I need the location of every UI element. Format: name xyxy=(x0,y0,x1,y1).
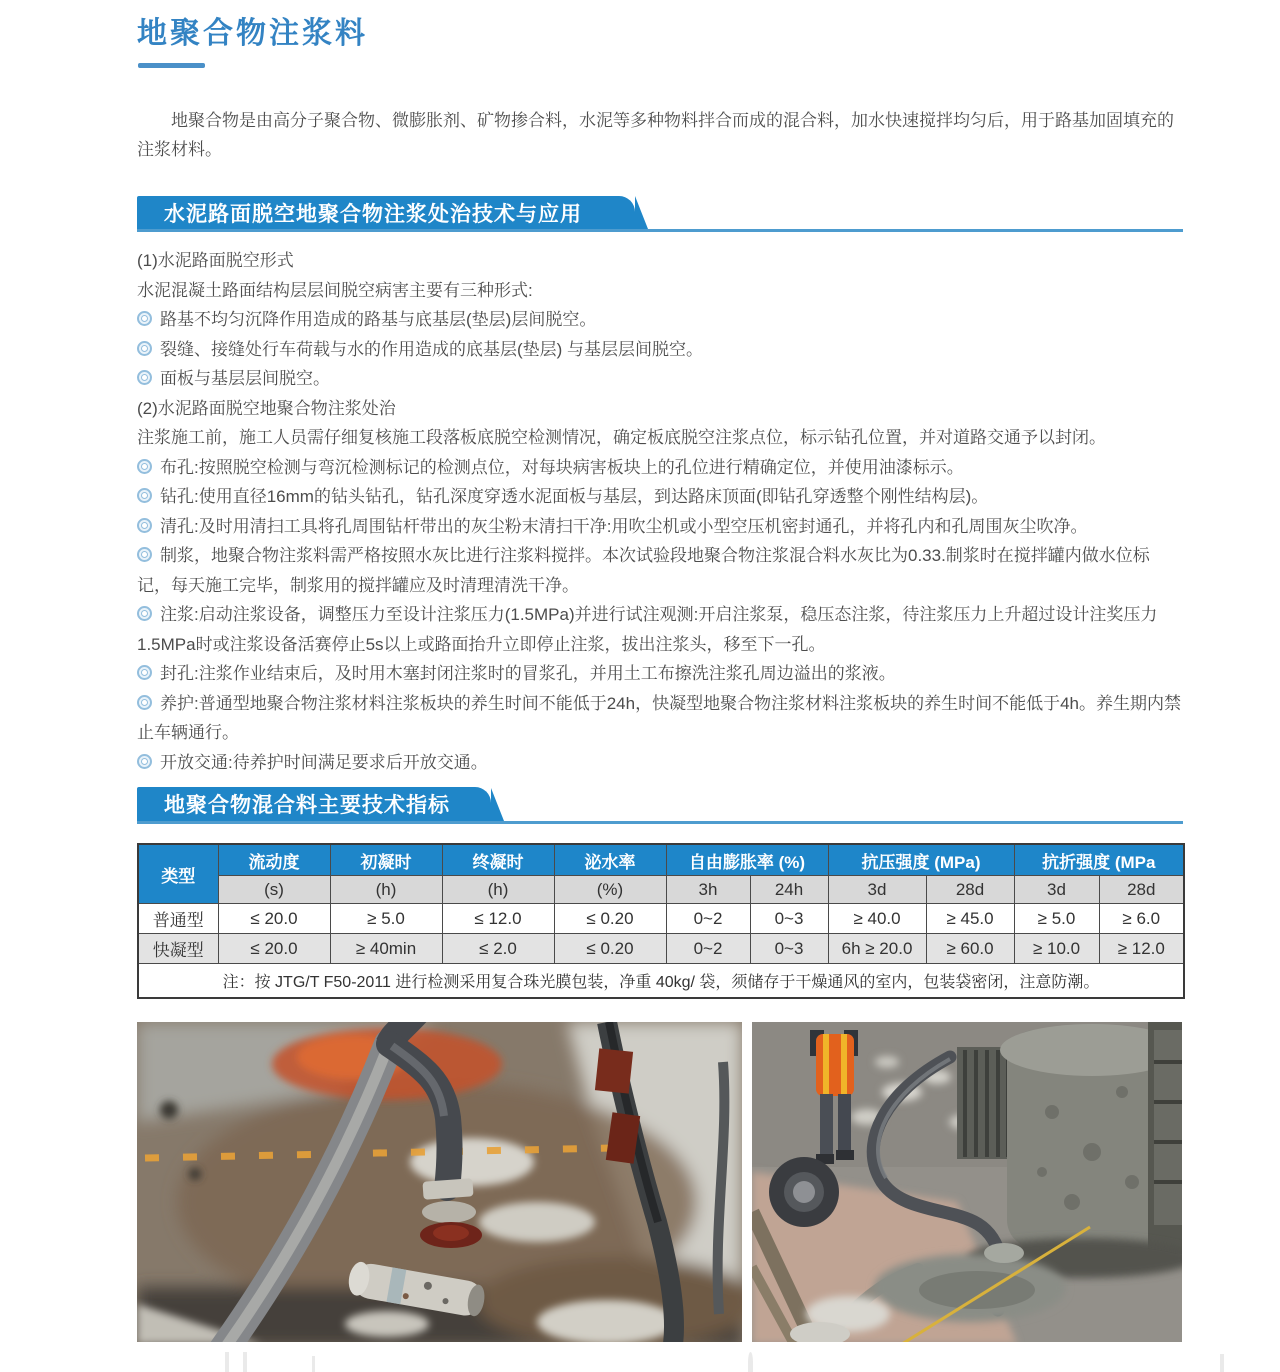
cell: ≤ 12.0 xyxy=(442,904,554,934)
section1-banner-label: 水泥路面脱空地聚合物注浆处治技术与应用 xyxy=(164,202,582,226)
table-unit: (s) xyxy=(218,876,330,904)
cell: 0~2 xyxy=(666,904,750,934)
paragraph-text: 布孔:按照脱空检测与弯沉检测标记的检测点位，对每块病害板块上的孔位进行精确定位，并使用油漆标示。 xyxy=(160,457,964,477)
cell: 6h ≥ 20.0 xyxy=(828,934,926,964)
bullet-paragraph xyxy=(137,335,1183,365)
table-header: 流动度 xyxy=(218,844,330,876)
double-circle-bullet-icon xyxy=(137,341,152,356)
table-unit: (h) xyxy=(442,876,554,904)
paragraph-text: 面板与基层层间脱空。 xyxy=(160,369,330,388)
section2-banner-tab xyxy=(137,787,491,821)
paragraph xyxy=(137,423,1183,453)
photo-grouting-worksite-equipment xyxy=(752,1022,1182,1342)
page-edge-artifact xyxy=(312,1356,315,1372)
paragraph-text: 水泥混凝土路面结构层层间脱空病害主要有三种形式: xyxy=(137,280,533,300)
bullet-paragraph xyxy=(137,482,1183,512)
section2-banner-label: 地聚合物混合料主要技术指标 xyxy=(164,794,450,817)
paragraph-text: 清孔:及时用清扫工具将孔周围钻杆带出的灰尘粉末清扫干净:用吹尘机或小型空压机密封通孔，并将孔内和孔周围灰尘吹净。 xyxy=(160,516,1088,536)
table-header: 终凝时 xyxy=(442,844,554,876)
table-header: 泌水率 xyxy=(554,844,666,876)
cell: ≥ 10.0 xyxy=(1014,934,1099,964)
double-circle-bullet-icon xyxy=(137,754,152,769)
row-type: 快凝型 xyxy=(138,934,218,964)
page-title: 地聚合物注浆料 xyxy=(137,17,368,50)
bullet-paragraph xyxy=(137,659,1183,689)
paragraph-text: (2)水泥路面脱空地聚合物注浆处治 xyxy=(137,398,396,418)
double-circle-bullet-icon xyxy=(137,665,152,680)
table-header: 抗压强度 (MPa) xyxy=(828,844,1014,876)
intro-paragraph: 地聚合物是由高分子聚合物、微膨胀剂、矿物掺合料，水泥等多种物料拌合而成的混合料，加水快速搅拌均匀后，用于路基加固填充的注浆材料。 xyxy=(137,111,1174,159)
table-unit: 3h xyxy=(666,876,750,904)
cell: 0~2 xyxy=(666,934,750,964)
table-header: 自由膨胀率 (%) xyxy=(666,844,828,876)
table-unit: (%) xyxy=(554,876,666,904)
double-circle-bullet-icon xyxy=(137,547,152,562)
section1-body xyxy=(137,246,1183,777)
paragraph-text: 养护:普通型地聚合物注浆材料注浆板块的养生时间不能低于24h，快凝型地聚合物注浆材料注浆板块的养生时间不能低于4h。养生期内禁止车辆通行。 xyxy=(137,693,1181,742)
bullet-paragraph xyxy=(137,512,1183,542)
cell: 0~3 xyxy=(750,934,828,964)
paragraph xyxy=(137,276,1183,306)
cell: ≥ 40.0 xyxy=(828,904,926,934)
page-edge-artifact xyxy=(748,1352,753,1372)
paragraph-text: (1)水泥路面脱空形式 xyxy=(137,251,294,270)
paragraph-text: 封孔:注浆作业结束后，及时用木塞封闭注浆时的冒浆孔，并用土工布擦洗注浆孔周边溢出的浆液。 xyxy=(160,664,896,683)
table-row xyxy=(138,904,1184,934)
cell: ≥ 12.0 xyxy=(1099,934,1184,964)
row-type: 普通型 xyxy=(138,904,218,934)
double-circle-bullet-icon xyxy=(137,370,152,385)
double-circle-bullet-icon xyxy=(137,518,152,533)
cell: 0~3 xyxy=(750,904,828,934)
paragraph-text: 注浆施工前，施工人员需仔细复核施工段落板底脱空检测情况，确定板底脱空注浆点位，标示钻孔位置，并对道路交通予以封闭。 xyxy=(137,428,1106,447)
table-header-type: 类型 xyxy=(138,844,218,904)
table-header: 抗折强度 (MPa xyxy=(1014,844,1184,876)
table-row xyxy=(138,934,1184,964)
double-circle-bullet-icon xyxy=(137,311,152,326)
cell: ≥ 6.0 xyxy=(1099,904,1184,934)
paragraph-text: 开放交通:待养护时间满足要求后开放交通。 xyxy=(160,752,488,772)
section1-banner xyxy=(137,196,1183,232)
table-unit: 28d xyxy=(1099,876,1184,904)
cell: ≥ 5.0 xyxy=(330,904,442,934)
cell: ≥ 5.0 xyxy=(1014,904,1099,934)
cell: ≥ 60.0 xyxy=(926,934,1014,964)
cell: ≤ 0.20 xyxy=(554,934,666,964)
bullet-paragraph xyxy=(137,600,1183,659)
paragraph xyxy=(137,246,1183,276)
paragraph-text: 制浆，地聚合物注浆料需严格按照水灰比进行注浆料搅拌。本次试验段地聚合物注浆混合料水灰比为0.33.制浆时在搅拌罐内做水位标记，每天施工完毕，制浆用的搅拌罐应及时清理清洗干净。 xyxy=(137,546,1150,595)
table-unit: (h) xyxy=(330,876,442,904)
page-edge-artifact xyxy=(1220,1354,1224,1372)
cell: ≤ 2.0 xyxy=(442,934,554,964)
paragraph-text: 钻孔:使用直径16mm的钻头钻孔，钻孔深度穿透水泥面板与基层，到达路床顶面(即钻孔穿透整个刚性结构层)。 xyxy=(160,487,989,506)
cell: ≤ 0.20 xyxy=(554,904,666,934)
cell: ≤ 20.0 xyxy=(218,934,330,964)
bullet-paragraph xyxy=(137,305,1183,335)
photo-grouting-hose-on-pavement xyxy=(137,1022,742,1342)
double-circle-bullet-icon xyxy=(137,459,152,474)
paragraph xyxy=(137,394,1183,424)
technical-spec-table xyxy=(137,843,1185,999)
paragraph-text: 路基不均匀沉降作用造成的路基与底基层(垫层)层间脱空。 xyxy=(160,310,597,329)
table-unit: 3d xyxy=(828,876,926,904)
bullet-paragraph xyxy=(137,689,1183,748)
paragraph-text: 注浆:启动注浆设备，调整压力至设计注浆压力(1.5MPa)并进行试注观测:开启注浆泵，稳压态注浆，待注浆压力上升超过设计注奖压力1.5MPa时或注浆设备活赛停止5s以上或路面抬升立即停止注浆，拔出注浆头，移至下一孔。 xyxy=(137,605,1158,654)
table-header: 初凝时 xyxy=(330,844,442,876)
title-underline xyxy=(138,63,205,68)
bullet-paragraph xyxy=(137,541,1183,600)
bullet-paragraph xyxy=(137,748,1183,778)
page-edge-artifact xyxy=(225,1352,229,1372)
bullet-paragraph xyxy=(137,364,1183,394)
double-circle-bullet-icon xyxy=(137,488,152,503)
bullet-paragraph xyxy=(137,453,1183,483)
section2-banner xyxy=(137,787,1183,824)
table-note-row xyxy=(138,964,1184,999)
table-unit: 3d xyxy=(1014,876,1099,904)
table-note: 注：按 JTG/T F50-2011 进行检测采用复合珠光膜包装，净重 40kg/ 袋，须储存于干燥通风的室内，包装袋密闭，注意防潮。 xyxy=(138,964,1184,999)
cell: ≥ 40min xyxy=(330,934,442,964)
double-circle-bullet-icon xyxy=(137,606,152,621)
table-unit: 24h xyxy=(750,876,828,904)
double-circle-bullet-icon xyxy=(137,695,152,710)
page-edge-artifact xyxy=(243,1352,247,1372)
paragraph-text: 裂缝、接缝处行车荷载与水的作用造成的底基层(垫层) 与基层层间脱空。 xyxy=(160,339,704,359)
cell: ≥ 45.0 xyxy=(926,904,1014,934)
table-unit: 28d xyxy=(926,876,1014,904)
section1-banner-tab xyxy=(137,196,635,229)
cell: ≤ 20.0 xyxy=(218,904,330,934)
